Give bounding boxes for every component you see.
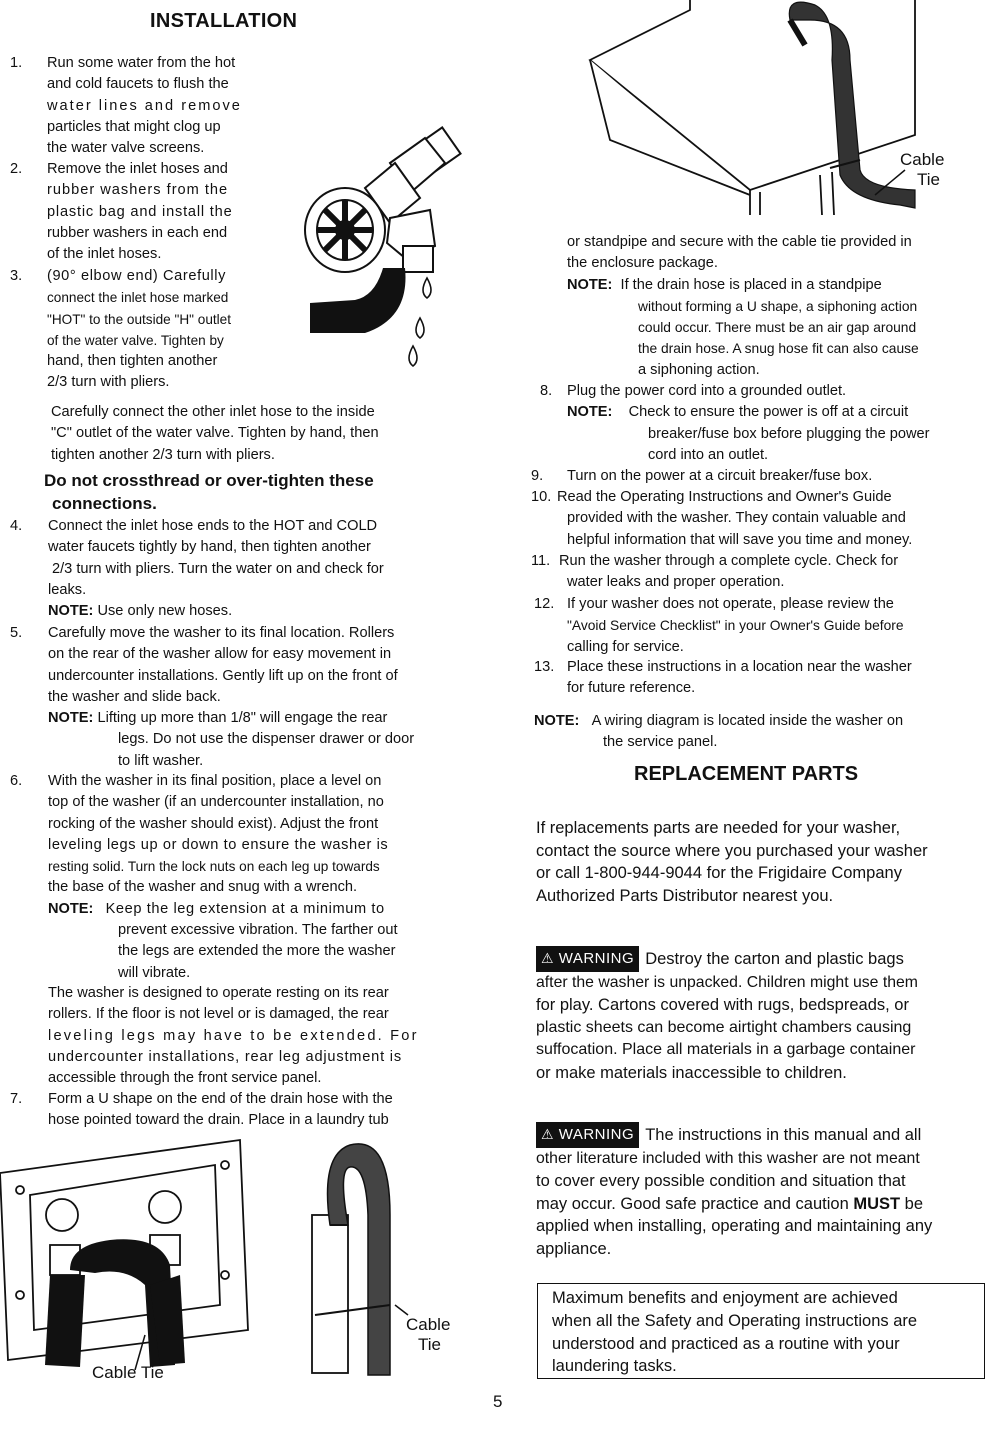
line: water leaks and proper operation. <box>567 574 785 591</box>
line: hand, then tighten another <box>47 353 218 370</box>
line: plastic bag and install the <box>47 203 233 220</box>
line: connections. <box>52 494 157 513</box>
line: the enclosure package. <box>567 255 718 272</box>
line: calling for service. <box>567 638 684 655</box>
line: or make materials inaccessible to children. <box>536 1063 847 1082</box>
line: With the washer in its final position, place a level on <box>48 773 382 789</box>
line: If your washer does not operate, please review the <box>567 596 894 612</box>
line: hose pointed toward the drain. Place in a laundry tub <box>48 1112 389 1129</box>
line: laundering tasks. <box>552 1357 677 1376</box>
warning-triangle-icon: ⚠ <box>541 1126 555 1142</box>
note <box>48 601 478 622</box>
note-line: prevent excessive vibration. The farther out <box>118 922 398 939</box>
installation-title: INSTALLATION <box>150 10 298 32</box>
line: rubber washers from the <box>47 182 229 199</box>
line: "C" outlet of the water valve. Tighten by hand, then <box>51 425 379 442</box>
note-line: Lifting up more than 1/8" will engage the rear <box>97 710 388 727</box>
line: accessible through the front service panel. <box>48 1070 322 1087</box>
laundry-tub-illustration <box>560 0 960 222</box>
line: other literature included with this washer are not meant <box>536 1149 920 1167</box>
line: rubber washers in each end <box>47 224 228 241</box>
warning-badge-label: WARNING <box>558 950 635 967</box>
line: Carefully move the washer to its final location. Rollers <box>48 625 395 641</box>
line: Form a U shape on the end of the drain hose with the <box>48 1091 393 1107</box>
step-3-continued <box>51 402 471 466</box>
step-6-continued <box>48 983 478 1089</box>
step-number: 12. <box>534 596 555 612</box>
note-line: could occur. There must be an air gap around <box>638 320 917 336</box>
line: (90° elbow end) Carefully <box>47 268 227 284</box>
line: for play. Cartons covered with rugs, bedspreads, or <box>536 996 909 1015</box>
line: Place these instructions in a location near the washer <box>567 659 912 675</box>
tie-label-top: Tie <box>917 170 940 189</box>
warning-badge <box>536 946 639 972</box>
line: helpful information that will save you time and money. <box>567 531 913 548</box>
line: Destroy the carton and plastic bags <box>645 950 904 968</box>
line: understood and practiced as a routine with your <box>552 1334 900 1353</box>
warning-instructions <box>536 1122 994 1261</box>
note-line: cord into an outlet. <box>648 446 769 463</box>
note-line: a siphoning action. <box>638 361 760 378</box>
line: provided with the washer. They contain valuable and <box>567 510 906 527</box>
line: rollers. If the floor is not level or is damaged, the rear <box>48 1006 389 1023</box>
cable-tie-label-left: Cable Tie <box>92 1363 164 1382</box>
benefits-box <box>537 1283 985 1379</box>
note-line: the service panel. <box>603 734 718 751</box>
line: of the water valve. Tighten by <box>47 332 224 348</box>
line: be <box>900 1194 924 1213</box>
warning-badge-label: WARNING <box>558 1126 635 1143</box>
note-line: legs. Do not use the dispenser drawer or door <box>118 731 415 748</box>
line: If replacements parts are needed for your washer, <box>536 819 901 837</box>
line: Maximum benefits and enjoyment are achieved <box>552 1289 898 1307</box>
note-line: A wiring diagram is located inside the washer on <box>591 713 904 729</box>
step-number: 4. <box>10 518 23 534</box>
note-label: NOTE: <box>567 404 613 421</box>
note-label: NOTE: <box>48 900 94 917</box>
line: for future reference. <box>567 680 696 697</box>
line: leaks. <box>48 581 87 598</box>
line: on the rear of the washer allow for easy movement in <box>48 646 392 663</box>
note-label: NOTE: <box>534 713 580 729</box>
line: water lines and remove <box>47 97 242 114</box>
line: top of the washer (if an undercounter installation, no <box>48 794 384 811</box>
note-label: NOTE: <box>48 710 94 727</box>
line: to cover every possible condition and situation that <box>536 1172 906 1191</box>
line: suffocation. Place all materials in a garbage container <box>536 1041 916 1059</box>
line: and cold faucets to flush the <box>47 76 229 93</box>
line: or call 1-800-944-9044 for the Frigidaire Company <box>536 864 902 883</box>
line: The washer is designed to operate resting on its rear <box>48 985 389 1001</box>
step-number: 3. <box>10 268 23 284</box>
line: 2/3 turn with pliers. Turn the water on and check for <box>52 560 384 577</box>
line: Run some water from the hot <box>47 55 236 71</box>
crossthread-warning <box>44 469 464 515</box>
line: the base of the washer and snug with a wrench. <box>48 879 358 896</box>
wiring-note <box>534 711 996 754</box>
faucet-box-illustration <box>0 1135 252 1385</box>
line: Authorized Parts Distributor nearest you. <box>536 886 834 905</box>
cable-label-mid: Cable <box>406 1315 451 1334</box>
replacement-parts-paragraph <box>536 817 994 907</box>
line: or standpipe and secure with the cable tie provided in <box>567 234 912 250</box>
line: Read the Operating Instructions and Owner's Guide <box>557 489 892 505</box>
step-number: 6. <box>10 773 23 789</box>
note-line: will vibrate. <box>118 964 191 981</box>
line: undercounter installations. Gently lift up on the front of <box>48 667 398 684</box>
warning-carton <box>536 946 994 1085</box>
note-line: If the drain hose is placed in a standpipe <box>620 276 882 293</box>
step-number: 8. <box>540 383 553 399</box>
note-line: Check to ensure the power is off at a circuit <box>628 404 909 421</box>
line: Do not crossthread or over-tighten these <box>44 471 374 490</box>
step-number: 9. <box>531 468 544 484</box>
note-label: NOTE: <box>48 603 94 620</box>
line: Run the washer through a complete cycle. Check for <box>559 553 899 569</box>
replacement-parts-title: REPLACEMENT PARTS <box>634 763 859 785</box>
line: "HOT" to the outside "H" outlet <box>47 311 232 327</box>
step-number: 10. <box>531 489 552 505</box>
step-number: 11. <box>531 553 551 569</box>
note-line: without forming a U shape, a siphoning action <box>638 298 918 314</box>
step-number: 7. <box>10 1091 23 1107</box>
standpipe-illustration <box>290 1135 480 1380</box>
cable-label-top: Cable <box>900 150 945 169</box>
line: leveling legs up or down to ensure the washer is <box>48 836 389 853</box>
line: the water valve screens. <box>47 140 205 157</box>
step-7-continued <box>567 232 997 381</box>
line: rocking of the washer should exist). Adjust the front <box>48 815 379 832</box>
line: after the washer is unpacked. Children might use them <box>536 973 918 991</box>
line: Turn on the power at a circuit breaker/fuse box. <box>567 468 873 484</box>
line: 2/3 turn with pliers. <box>47 374 170 391</box>
line: connect the inlet hose marked <box>47 290 229 306</box>
note-line: Keep the leg extension at a minimum to <box>105 900 385 917</box>
tie-label-mid: Tie <box>418 1335 441 1354</box>
line: particles that might clog up <box>47 118 221 135</box>
line: tighten another 2/3 turn with pliers. <box>51 446 275 463</box>
line: Remove the inlet hoses and <box>47 161 228 177</box>
water-valve-illustration <box>295 118 470 378</box>
note-line: to lift washer. <box>118 752 204 769</box>
line: applied when installing, operating and maintaining any <box>536 1217 933 1236</box>
must-emphasis: MUST <box>853 1194 901 1213</box>
line: appliance. <box>536 1239 612 1258</box>
note-text: Use only new hoses. <box>97 603 233 620</box>
line: Connect the inlet hose ends to the HOT and COLD <box>48 518 378 534</box>
warning-triangle-icon: ⚠ <box>541 950 555 966</box>
note <box>567 275 997 296</box>
note <box>567 402 997 423</box>
step-number: 2. <box>10 161 23 177</box>
line: leveling legs may have to be extended. For <box>48 1027 419 1044</box>
note-line: the legs are extended the more the washer <box>118 943 396 960</box>
page-number: 5 <box>493 1392 503 1411</box>
line: "Avoid Service Checklist" in your Owner's Guide before <box>567 618 904 634</box>
step-number: 13. <box>534 659 555 675</box>
note-label: NOTE: <box>567 276 613 293</box>
line: contact the source where you purchased your washer <box>536 841 928 860</box>
line: Plug the power cord into a grounded outlet. <box>567 383 847 399</box>
line: The instructions in this manual and all <box>645 1126 922 1144</box>
line: when all the Safety and Operating instructions are <box>552 1311 918 1330</box>
note-line: the drain hose. A snug hose fit can also cause <box>638 341 919 357</box>
step-number: 5. <box>10 625 23 641</box>
line: undercounter installations, rear leg adjustment is <box>48 1048 402 1065</box>
step-number: 1. <box>10 55 23 71</box>
warning-badge <box>536 1122 639 1148</box>
line: water faucets tightly by hand, then tighten another <box>48 539 371 556</box>
line: plastic sheets can become airtight chambers causing <box>536 1018 912 1036</box>
note <box>48 708 480 729</box>
note <box>48 899 480 920</box>
note-line: breaker/fuse box before plugging the power <box>648 425 930 442</box>
line: of the inlet hoses. <box>47 246 162 263</box>
line: resting solid. Turn the lock nuts on each leg up towards <box>48 859 380 875</box>
line: the washer and slide back. <box>48 688 221 705</box>
line: may occur. Good safe practice and caution <box>536 1194 854 1213</box>
line: Carefully connect the other inlet hose to the inside <box>51 404 375 420</box>
